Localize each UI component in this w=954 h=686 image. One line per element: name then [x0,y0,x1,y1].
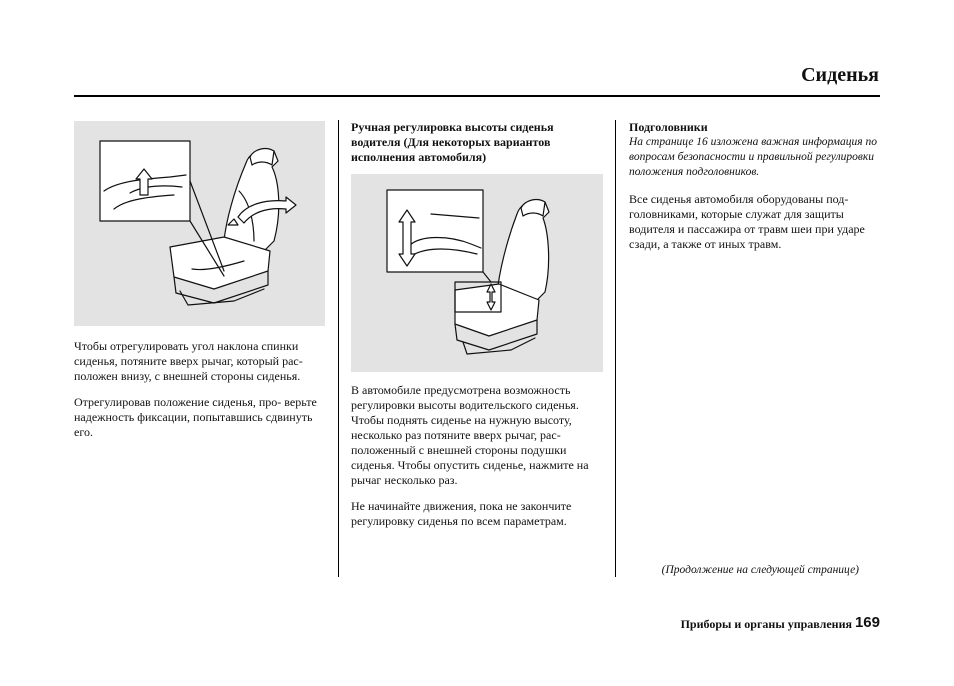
title-rule [74,95,880,97]
paragraph: Чтобы отрегулировать угол наклона спинки сиденья, потяните вверх рычаг, который рас- положен внизу, с внешней стороны сиденья. [74,339,303,383]
safety-note: На странице 16 изложена важная информация по вопросам безопасности и правильной регулировки положения подголовников. [629,136,877,178]
paragraph: Отрегулировав положение сиденья, про- верьте надежность фиксации, попытавшись сдвинуть его. [74,395,317,439]
column-divider-1 [338,120,339,577]
seat-recline-figure [74,121,325,326]
page-title: Сиденья [801,64,879,86]
left-column-text [74,339,326,451]
middle-column-heading [351,120,603,165]
section-heading: Подголовники [629,120,708,134]
section-heading: Ручная регулировка высоты сиденья водителя (Для некоторых вариантов исполнения автомобиля) [351,120,554,164]
column-divider-2 [615,120,616,577]
page-number: 169 [854,614,880,631]
paragraph: Все сиденья автомобиля оборудованы под- головниками, которые служат для защиты водителя и пассажира от травм шеи при ударе сзади, а также от иных травм. [629,192,865,251]
seat-height-lever-illustration [351,174,603,372]
seat-recline-lever-illustration [74,121,325,326]
right-column-text [629,120,881,263]
middle-column-text [351,383,603,540]
footer-section-title: Приборы и органы управления [680,617,852,631]
paragraph: Не начинайте движения, пока не закончите регулировку сиденья по всем параметрам. [351,499,572,528]
continued-note: (Продолжение на следующей странице) [661,564,859,576]
paragraph: В автомобиле предусмотрена возможность регулировки высоты водительского сиденья. Чтобы поднять сиденье на нужную высоту, несколько раз потяните вверх рычаг, рас- положенный с внешней стороны подушки сиденья. Чтобы опустить сиденье, нажмите на рычаг несколько раз. [351,383,589,487]
seat-height-figure [351,174,603,372]
